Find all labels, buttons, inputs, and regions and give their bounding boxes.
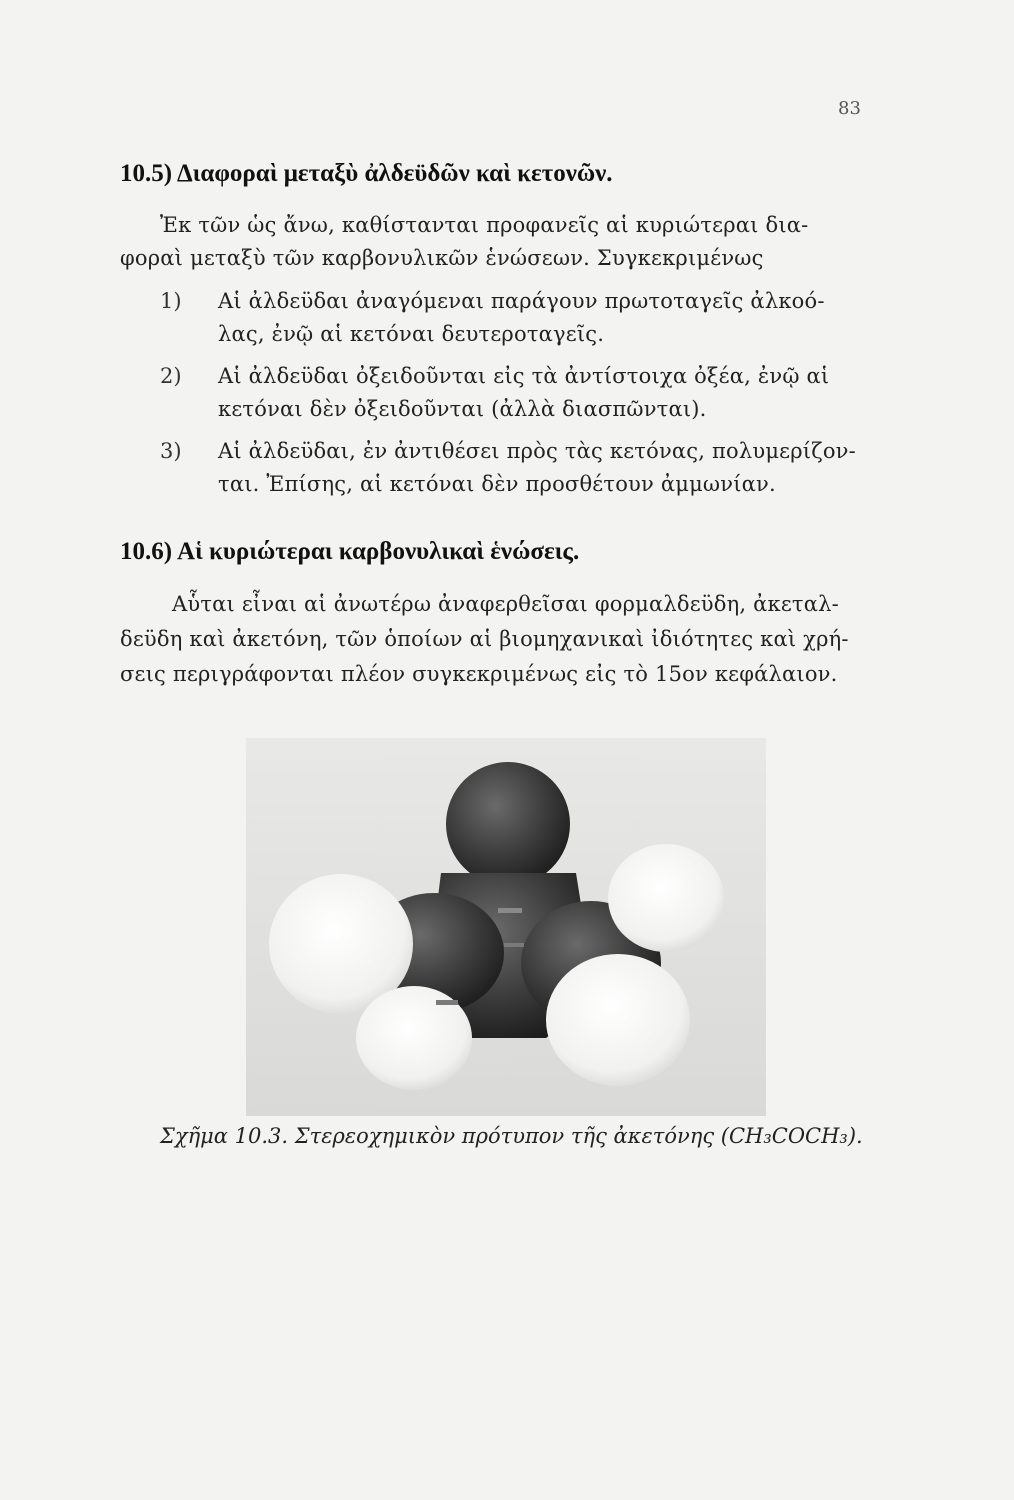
molecule-model-illustration <box>246 738 766 1116</box>
paragraph-line: δεϋδη καὶ ἀκετόνη, τῶν ὁποίων αἱ βιομηχανικαὶ ἰδιότητες καὶ χρή- <box>120 627 849 651</box>
list-item-number: 1) <box>160 289 182 313</box>
list-item-line: κετόναι δὲν ὀξειδοῦνται (ἀλλὰ διασπῶνται). <box>218 397 707 421</box>
list-item-line: Αἱ ἀλδεϋδαι ἀναγόμεναι παράγουν πρωτοταγεῖς ἀλκοό- <box>218 289 825 313</box>
oxygen-atom <box>446 762 570 886</box>
list-item-number: 2) <box>160 364 182 388</box>
paragraph-line: φοραὶ μεταξὺ τῶν καρβονυλικῶν ἑνώσεων. Συγκεκριμένως <box>120 246 764 270</box>
list-item-line: Αἱ ἀλδεϋδαι ὀξειδοῦνται εἰς τὰ ἀντίστοιχα ὀξέα, ἐνῷ αἱ <box>218 364 830 388</box>
list-item-line: ται. Ἐπίσης, αἱ κετόναι δὲν προσθέτουν ἀμμωνίαν. <box>218 472 776 496</box>
paragraph-line: Αὗται εἶναι αἱ ἀνωτέρω ἀναφερθεῖσαι φορμαλδεϋδη, ἀκεταλ- <box>172 592 839 616</box>
bond-highlight <box>498 908 522 913</box>
section-heading-10-5: 10.5) Διαφοραὶ μεταξὺ ἀλδεϋδῶν καὶ κετονῶν. <box>120 160 613 187</box>
page-number: 83 <box>838 98 861 119</box>
hydrogen-atom-bottom-right <box>546 954 690 1086</box>
list-item-number: 3) <box>160 439 182 463</box>
paragraph-line: σεις περιγράφονται πλέον συγκεκριμένως εἰς τὸ 15ον κεφάλαιον. <box>120 662 838 686</box>
hydrogen-atom-right-top <box>608 844 724 952</box>
figure-caption: Σχῆμα 10.3. Στερεοχημικὸν πρότυπον τῆς ἀκετόνης (CH₃COCH₃). <box>160 1124 863 1148</box>
bond-highlight <box>436 1000 458 1005</box>
list-item-line: λας, ἐνῷ αἱ κετόναι δευτεροταγεῖς. <box>218 322 605 346</box>
section-heading-10-6: 10.6) Αἱ κυριώτεραι καρβονυλικαὶ ἑνώσεις. <box>120 538 580 565</box>
list-item-line: Αἱ ἀλδεϋδαι, ἐν ἀντιθέσει πρὸς τὰς κετόνας, πολυμερίζον- <box>218 439 856 463</box>
acetone-model-photo <box>246 738 766 1116</box>
paragraph-line: Ἐκ τῶν ὡς ἄνω, καθίστανται προφανεῖς αἱ κυριώτεραι δια- <box>160 213 809 237</box>
bond-highlight <box>504 943 524 947</box>
